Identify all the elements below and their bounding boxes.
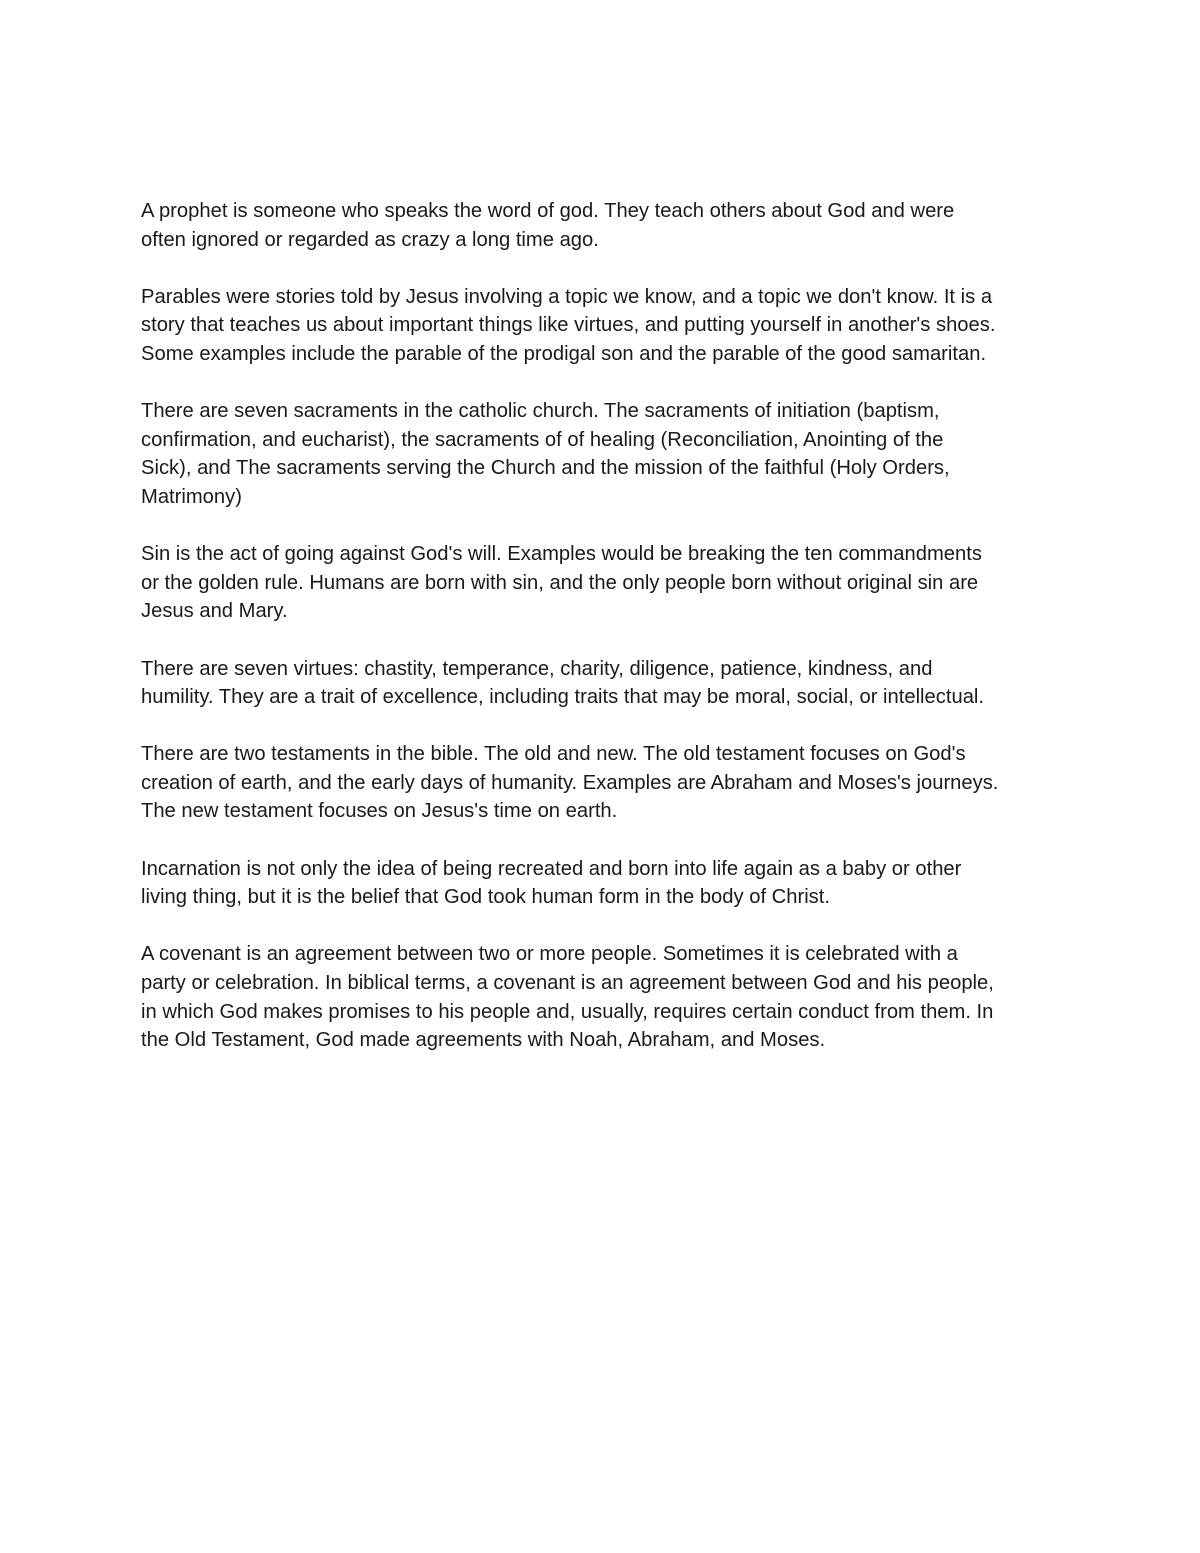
paragraph-incarnation: Incarnation is not only the idea of being recreated and born into life again as a baby or other living thing, but it is the belief that God took human form in the body of Christ. (141, 857, 962, 909)
paragraph-sin: Sin is the act of going against God's will. Examples would be breaking the ten commandments or the golden rule. Humans are born with sin, and the only people born without original sin are Jesus and Mary. (141, 543, 982, 623)
paragraph-parables: Parables were stories told by Jesus involving a topic we know, and a topic we don't know. It is a story that teaches us about important things like virtues, and putting yourself in another's shoes. Some examples include the parable of the prodigal son and the parable of the good samaritan. (141, 285, 996, 365)
paragraph-sacraments: There are seven sacraments in the catholic church. The sacraments of initiation (baptism, confirmation, and eucharist), the sacraments of of healing (Reconciliation, Anointing of the Sick), and The sacraments serving the Church and the mission of the faithful (Holy Orders, Matrimony) (141, 400, 950, 508)
paragraph-testaments: There are two testaments in the bible. The old and new. The old testament focuses on God's creation of earth, and the early days of humanity. Examples are Abraham and Moses's journeys. The new testament focuses on Jesus's time on earth. (141, 743, 999, 823)
document-body (141, 197, 1071, 1083)
paragraph-virtues: There are seven virtues: chastity, temperance, charity, diligence, patience, kindness, and humility. They are a trait of excellence, including traits that may be moral, social, or intellectual. (141, 657, 985, 709)
paragraph-covenant: A covenant is an agreement between two or more people. Sometimes it is celebrated with a party or celebration. In biblical terms, a covenant is an agreement between God and his people, in which God makes promises to his people and, usually, requires certain conduct from them. In the Old Testament, God made agreements with Noah, Abraham, and Moses. (141, 943, 994, 1052)
paragraph-prophet: A prophet is someone who speaks the word of god. They teach others about God and were often ignored or regarded as crazy a long time ago. (141, 200, 955, 251)
